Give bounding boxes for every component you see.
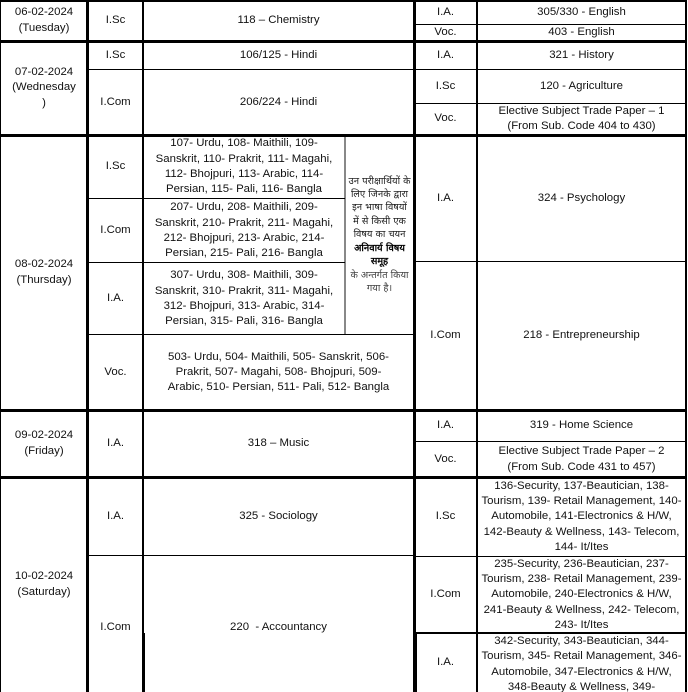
stream-cell: I.A. — [414, 41, 477, 70]
stream-cell: I.A. — [414, 410, 477, 442]
subject-cell: 321 - History — [477, 41, 686, 70]
grid-line — [88, 198, 345, 199]
day-text: (Wednesday — [12, 81, 76, 94]
stream-cell: I.Com — [88, 556, 143, 692]
stream-cell: I.Com — [88, 70, 143, 135]
subject-cell: 324 - Psychology — [477, 135, 686, 262]
grid-line — [88, 334, 414, 335]
date-text: 07-02-2024 — [14, 66, 74, 79]
subject-cell: 136-Security, 137-Beautician, 138- Tourism, 139- Retail Management, 140-Automobile, 141-Electronics & H/W, 142-Beauty & Wellness, 143- Telecom, 144- It/Ites — [477, 477, 686, 557]
grid-line — [0, 0, 687, 2]
stream-cell: I.Sc — [414, 477, 477, 557]
note-text-1: उन परीक्षार्थियों के लिए जिनके द्वारा इन भाषा विषयों में से किसी एक विषय का चयन — [348, 175, 411, 241]
subject-cell: 403 - English — [477, 25, 686, 41]
grid-line — [414, 556, 687, 557]
subject-cell: 319 - Home Science — [477, 410, 686, 442]
subject-line-2: (From Sub. Code 404 to 430) — [507, 120, 656, 132]
stream-cell: I.A. — [88, 410, 143, 477]
subject-cell: 307- Urdu, 308- Maithili, 309- Sanskrit, 310- Prakrit, 311- Magahi, 312- Bhojpuri, 313- Arabic, 314- Persian, 315- Pali, 316- Bangla — [143, 263, 345, 335]
grid-line — [414, 69, 687, 70]
stream-cell: I.Sc — [414, 70, 477, 103]
subject-cell: 106/125 - Hindi — [143, 41, 414, 70]
grid-line — [142, 633, 145, 692]
stream-cell: I.Sc — [88, 0, 143, 41]
date-cell — [0, 410, 88, 477]
date-cell — [0, 41, 88, 135]
subject-cell: 220 - Accountancy — [143, 556, 414, 692]
grid-line — [344, 135, 346, 335]
date-text: 08-02-2024 — [14, 258, 74, 271]
grid-line — [414, 261, 687, 262]
grid-line — [0, 409, 687, 412]
subject-cell: 235-Security, 236-Beautician, 237- Tourism, 238- Retail Management, 239-Automobile, 240-Electronics & H/W, 241-Beauty & Wellness, 242- Telecom, 243- It/Ites — [477, 557, 686, 633]
subject-cell: 107- Urdu, 108- Maithili, 109- Sanskrit, 110- Prakrit, 111- Magahi, 112- Bhojpuri, 113- Arabic, 114- Persian, 115- Pali, 116- Bangla — [143, 135, 345, 199]
subject-cell: 325 - Sociology — [143, 477, 414, 556]
date-cell — [0, 477, 88, 692]
subject-line-2: (From Sub. Code 431 to 457) — [507, 460, 656, 473]
stream-cell: Voc. — [88, 335, 143, 410]
stream-cell: I.A. — [414, 633, 477, 692]
grid-line — [0, 134, 687, 137]
day-text: (Saturday) — [17, 585, 71, 598]
grid-line — [88, 262, 345, 263]
stream-cell: Voc. — [414, 25, 477, 41]
stream-cell: I.A. — [414, 0, 477, 25]
stream-cell: I.Sc — [88, 41, 143, 70]
stream-cell: I.A. — [88, 263, 143, 335]
grid-line — [0, 0, 1, 692]
day-text-tail: ) — [42, 96, 46, 109]
grid-line — [414, 103, 687, 104]
grid-line — [88, 69, 414, 70]
subject-line-1: Elective Subject Trade Paper – 1 — [498, 104, 665, 117]
grid-line — [0, 476, 687, 479]
language-note — [345, 135, 414, 335]
grid-line — [414, 632, 687, 634]
subject-cell: 207- Urdu, 208- Maithili, 209- Sanskrit, 210- Prakrit, 211- Magahi, 212- Bhojpuri, 213- Arabic, 214- Persian, 215- Pali, 216- Bangla — [143, 199, 345, 263]
subject-cell: 318 – Music — [143, 410, 414, 477]
subject-cell — [477, 103, 686, 135]
subject-cell: 342-Security, 343-Beautician, 344- Tourism, 345- Retail Management, 346-Automobile, 347-Electronics & H/W, 348-Beauty & Wellness, 349- — [477, 633, 686, 692]
stream-cell: I.Com — [414, 557, 477, 633]
day-text: (Tuesday) — [18, 21, 70, 34]
stream-cell: Voc. — [414, 442, 477, 477]
date-text: 10-02-2024 — [14, 570, 74, 583]
grid-line — [413, 633, 417, 692]
stream-cell: Voc. — [414, 103, 477, 135]
date-text: 09-02-2024 — [14, 429, 74, 442]
date-cell — [0, 135, 88, 410]
note-text-2: अनिवार्य विषय समूह — [354, 242, 405, 268]
subject-cell: 120 - Agriculture — [477, 70, 686, 103]
stream-cell: I.A. — [88, 477, 143, 556]
note-text-3: के अन्तर्गत किया गया है। — [350, 269, 409, 294]
grid-line — [142, 0, 144, 692]
subject-cell: 206/224 - Hindi — [143, 70, 414, 135]
stream-cell: I.Com — [414, 262, 477, 410]
stream-cell: I.Sc — [88, 135, 143, 199]
subject-cell: 218 - Entrepreneurship — [477, 262, 686, 410]
stream-cell: I.Com — [88, 199, 143, 263]
grid-line — [86, 633, 89, 692]
stream-cell: I.A. — [414, 135, 477, 262]
date-cell — [0, 0, 88, 41]
subject-line-1: Elective Subject Trade Paper – 2 — [498, 445, 665, 458]
day-text: (Friday) — [24, 444, 64, 457]
day-text: (Thursday) — [16, 273, 72, 286]
grid-line — [86, 0, 89, 692]
subject-cell: 503- Urdu, 504- Maithili, 505- Sanskrit, 506- Prakrit, 507- Magahi, 508- Bhojpuri, 509- Arabic, 510- Persian, 511- Pali, 512- Bangla — [143, 335, 414, 410]
date-text: 06-02-2024 — [14, 6, 74, 19]
grid-line — [88, 555, 414, 556]
subject-cell: 118 – Chemistry — [143, 0, 414, 41]
grid-line — [414, 441, 687, 442]
subject-cell — [477, 442, 686, 477]
subject-cell: 305/330 - English — [477, 0, 686, 25]
grid-line — [0, 40, 687, 43]
grid-line — [414, 24, 687, 25]
